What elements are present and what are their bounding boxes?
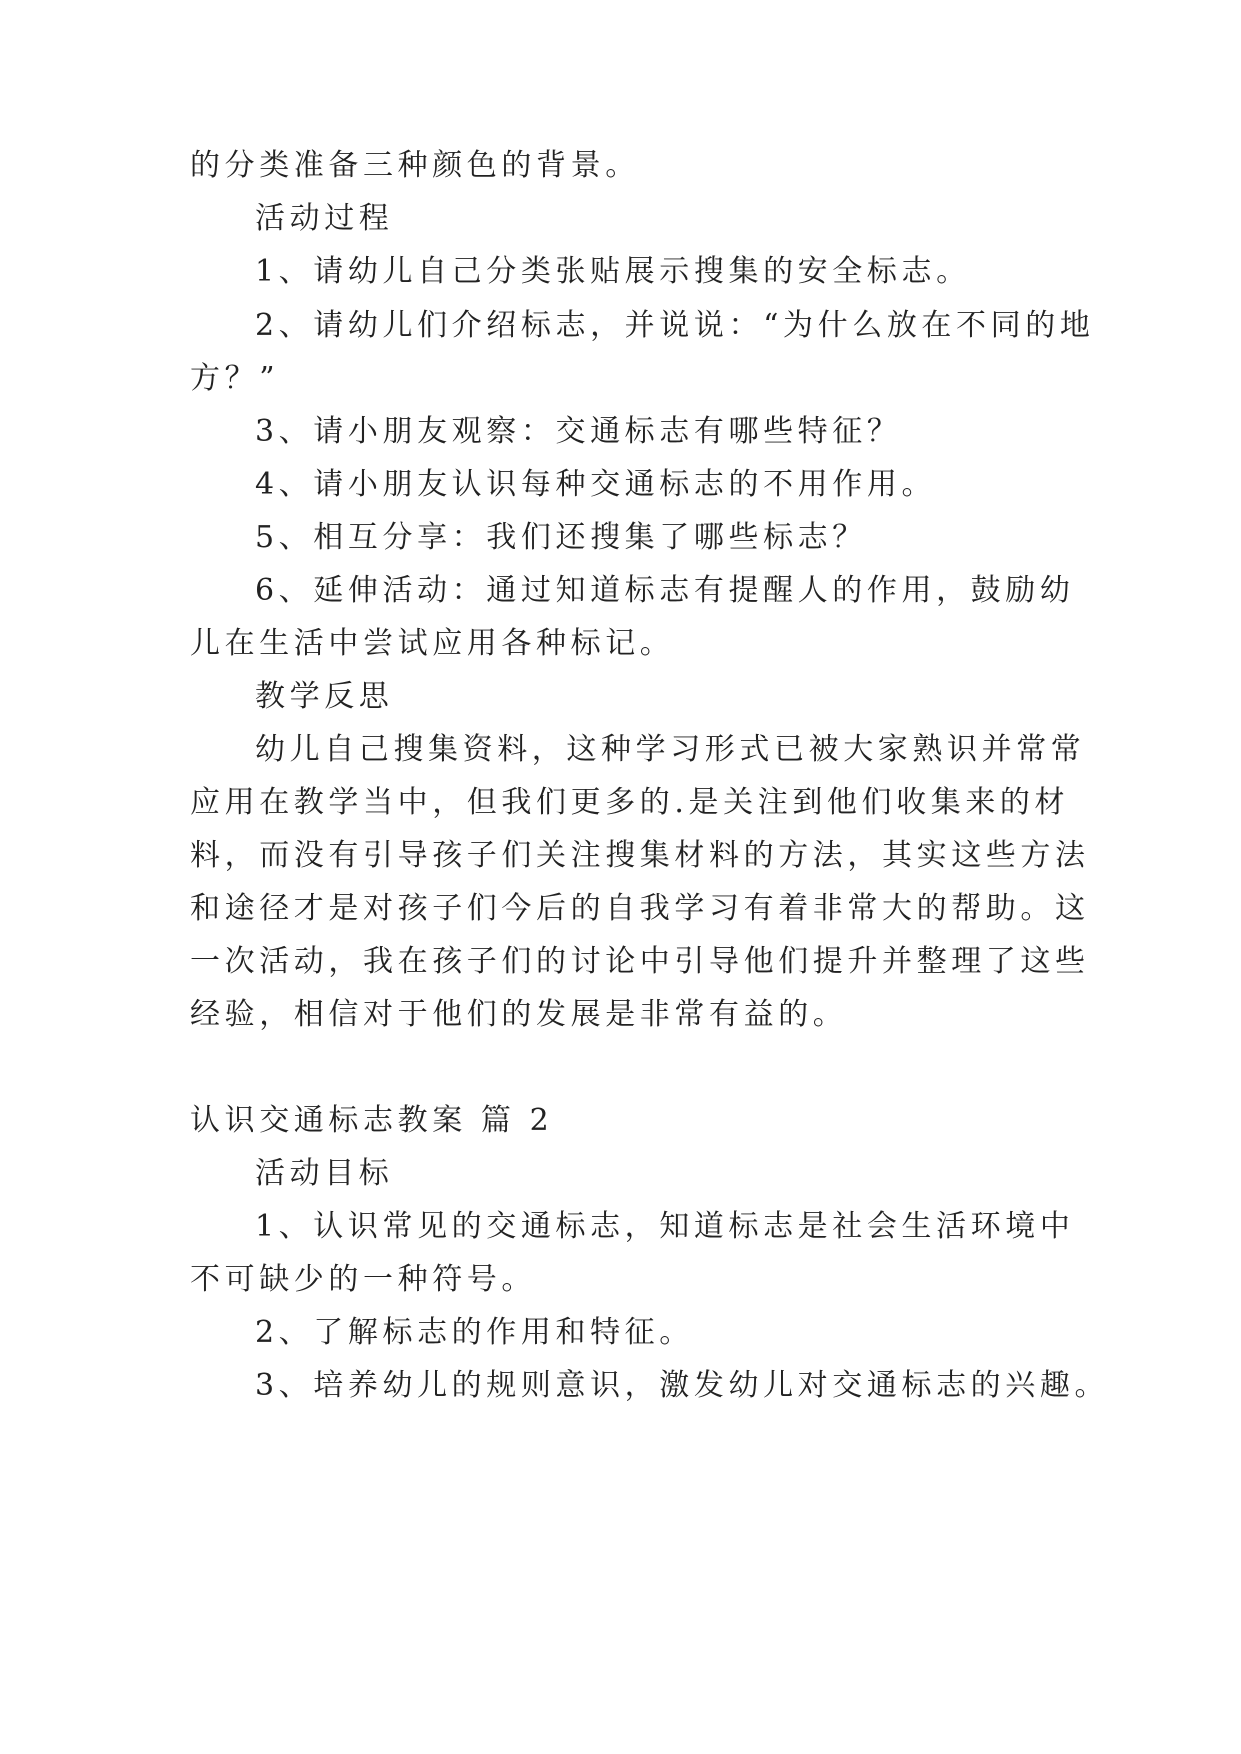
list-item-3: 3、请小朋友观察：交通标志有哪些特征？ — [255, 414, 902, 449]
list-item-2: 2、请幼儿们介绍标志，并说说：“为什么放在不同的地 — [255, 308, 1095, 343]
section-heading-teaching-reflection: 教学反思 — [255, 679, 394, 714]
list-item-4: 4、请小朋友认识每种交通标志的不用作用。 — [255, 467, 937, 502]
goal-item-3: 3、培养幼儿的规则意识，激发幼儿对交通标志的兴趣。 — [255, 1368, 1110, 1403]
list-item-6: 6、延伸活动：通过知道标志有提醒人的作用，鼓励幼 — [255, 573, 1075, 608]
section-heading-activity-process: 活动过程 — [255, 201, 394, 236]
paragraph-line: 应用在教学当中，但我们更多的.是关注到他们收集来的材 — [190, 785, 1070, 820]
paragraph-line: 经验，相信对于他们的发展是非常有益的。 — [190, 997, 848, 1032]
paragraph-line: 幼儿自己搜集资料，这种学习形式已被大家熟识并常常 — [255, 732, 1086, 767]
list-item-5: 5、相互分享：我们还搜集了哪些标志？ — [255, 520, 867, 555]
paragraph-line: 的分类准备三种颜色的背景。 — [190, 148, 640, 183]
goal-item-1: 1、认识常见的交通标志，知道标志是社会生活环境中 — [255, 1209, 1075, 1244]
paragraph-line: 和途径才是对孩子们今后的自我学习有着非常大的帮助。这 — [190, 891, 1090, 926]
list-item-1: 1、请幼儿自己分类张贴展示搜集的安全标志。 — [255, 254, 971, 289]
paragraph-line: 一次活动，我在孩子们的讨论中引导他们提升并整理了这些 — [190, 944, 1090, 979]
list-item-6-continued: 儿在生活中尝试应用各种标记。 — [190, 626, 675, 661]
document-section-title: 认识交通标志教案 篇 2 — [190, 1103, 554, 1138]
list-item-2-continued: 方？” — [190, 361, 280, 396]
paragraph-line: 料，而没有引导孩子们关注搜集材料的方法，其实这些方法 — [190, 838, 1090, 873]
goal-item-1-continued: 不可缺少的一种符号。 — [190, 1262, 536, 1297]
section-heading-activity-goals: 活动目标 — [255, 1156, 394, 1191]
goal-item-2: 2、了解标志的作用和特征。 — [255, 1315, 694, 1350]
